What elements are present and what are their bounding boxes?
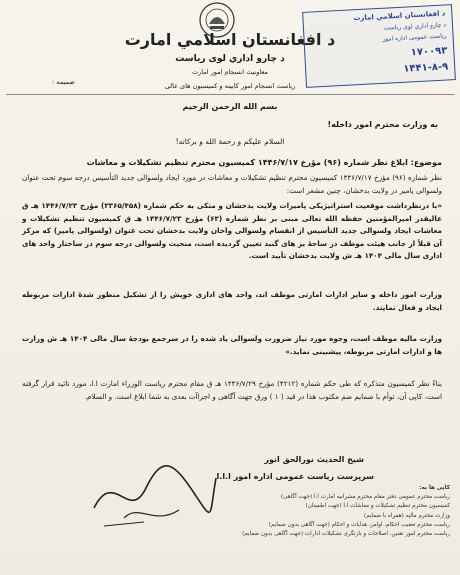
stamp-line-3: ریاست عمومی اداره امور xyxy=(382,32,447,43)
signatory-name: شیخ الحدیث نورالحق انور xyxy=(264,455,364,464)
paragraph-5: بناءً نظر کمیسیون متذکره که طی حکم شماره (۴۲۱۲) مؤرخ ۱۴۴۶/۷/۲۹ هـ ق مقام محترم ریاست الوزراء امارت ا.ا، مورد تائید قرار گرفته است، کاپی آن، توأم با ضمایم ضم مکتوب هذا در قید ( ۱ ) ورق جهت آگاهی و اجراآت بعدی به شما ابلاغ است. و السلام. xyxy=(22,379,442,401)
stamp-line-2: د چارو اداري لوی ریاست xyxy=(383,21,447,32)
cc-item: وزارت محترم مالیه (همراه با ضمایم) xyxy=(363,512,450,519)
cc-item: ریاست محترم امور تقنین، اصلاحات و بازنگری تشکیلات ادارات (جهت آگاهی بدون ضمایم) xyxy=(242,531,450,538)
greeting: السلام علیکم و رحمة الله و برکاته! xyxy=(175,137,285,146)
stamp-line-1: د افغانستان اسلامي امارت xyxy=(353,9,446,23)
cc-item: ریاست محترم تعقیب احکام، اوامر، هدایات و احکام (جهت آگاهی بدون ضمایم) xyxy=(268,521,450,528)
signatory-title: سرپرست ریاست عمومی اداره امور ا.ا.ا xyxy=(216,472,374,481)
recipient-line: به وزارت محترم امور داخله! xyxy=(327,120,438,129)
paragraph-4: وزارت مالیه موظف است، وجوه مورد نیاز ضرورت ولسوالی یاد شده را در سرجمع بودجهٔ سال مالی ۱۴۰۴ هـ ش وزارت ها و ادارات امارتی مربوطه، پیشبینی نماید.» xyxy=(22,334,443,356)
paragraph-2: «با درنظرداشت موقعیت استراتیژیکی پامیرات ولایت بدخشان و متکی به حکم شماره (۳۳۶۵/۴۵۸) مؤرخ ۱۴۴۶/۷/۲۳ هـ ق عالیقدر امیرالمؤمنین حفظه الله تعالی مبنی بر نظر شماره (۶۳) مؤرخ ۱۴۴۶/۷/۲۳ هـ ق کمیسیون تنظیم تشکیلات و معاشات ایجاد ولسوالی جدید التأسیس از انقسام ولسوالی واخان ولایت بدخشان تحت عنوان (ولسوالی پامیر) که مرکز آن قبلاً از جانب هیئت موظف در ساحهٔ بز های گنبد تعیین گردیده است، منحیث ولسوالی درجه سوم در ساختار واحد های اداری سال مالی ۱۴۰۴ هـ ش ولایت بدخشان تأیید است. xyxy=(22,201,442,261)
registration-stamp xyxy=(302,4,456,88)
attachment-label: ضمیمه : xyxy=(52,78,75,86)
letterhead-office: ریاست انسجام امور کابینه و کمیسیون های عالی xyxy=(164,82,296,90)
paragraph-1: نظر شماره (۹۶) مؤرخ ۱۴۴۶/۷/۱۷ کمیسیون محترم تنظیم تشکیلات و معاشات در مورد ایجاد ولسوالی جدید التأسیس درجه سوم تحت عنوان ولسوالی پامیر در ولایت بدخشان، چنین مشعر است: xyxy=(22,173,442,195)
cc-item: ریاست محترم عمومی دفتر مقام محترم مشرانیه امارت ا.ا (جهت آگاهی) xyxy=(280,494,450,501)
letterhead-department: معاونیت انسجام امور امارت xyxy=(191,68,268,76)
cc-list xyxy=(2,484,450,539)
letterhead-title: د افغانستان اسلامي امارت xyxy=(124,30,336,49)
letterhead-subtitle: د چارو اداري لوی ریاست xyxy=(175,54,285,64)
cc-heading: کاپی ها به: xyxy=(419,485,450,491)
cc-item: کمیسیون محترم تنظیم تشکیلات و معاشات ا.ا (جهت اطمینان) xyxy=(305,503,450,510)
header-divider xyxy=(6,94,454,95)
paragraph-3: وزارت امور داخله و سایر ادارات امارتی موظف اند، واحد های اداری خویش را از تشکیل منظور شدهٔ ادارات مربوطه ایجاد و فعال نمایند. xyxy=(22,290,442,312)
bismillah: بسم الله الرحمن الرحیم xyxy=(182,102,278,111)
subject-line: موضوع: ابلاغ نظر شماره (۹۶) مؤرخ ۱۴۴۶/۷/۱۷ کمیسیون محترم تنظیم تشکیلات و معاشات xyxy=(86,158,442,167)
stamp-number: ۱۷۰۰۹۳ xyxy=(410,45,448,59)
stamp-date: ۱۴۴۱-۸-۹ xyxy=(403,61,449,75)
